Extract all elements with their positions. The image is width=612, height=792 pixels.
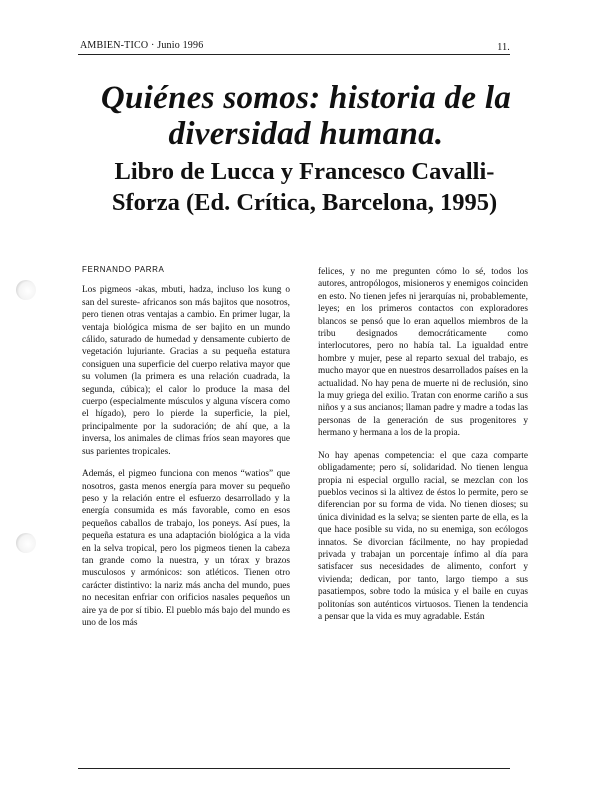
page-number: 11.	[497, 42, 510, 53]
paragraph: Además, el pigmeo funciona con menos “watios” que nosotros, gasta menos energía para mover su pequeño peso y la relación entre el esfuerzo desarrollado y la energía consumida es más favorable, como en esos pequeños caballos de trabajo, los poneys. Así pues, la pequeña estatura es una adaptación biológica a la vida en la selva tropical, pero los pigmeos tienen la cabeza tan grande como la nuestra, y un tórax y brazos musculosos y armónicos: son atléticos. Tienen otro carácter distintivo: la nariz más ancha del mundo, pues no necesitan enfriar con orificios nasales pequeños un aire ya de por sí tibio. El pueblo más bajo del mundo es uno de los más	[82, 469, 290, 628]
paragraph: Los pigmeos -akas, mbuti, hadza, incluso los kung o san del sureste- africanos son más bajitos que nosotros, pero tienen otras ventajas a cambio. En primer lugar, la ventaja biológica misma de ser bajito en un mundo cálido, saturado de humedad y densamente cubierto de vegetación lujuriante. Gracias a su pequeña estatura consiguen una superficie del cuerpo relativa mayor que su volumen (la primera es una relación cuadrada, la segunda, cúbica); el calor lo produce la masa del cuerpo (especialmente músculos y alguna víscera como el hígado), pero lo pierde la superficie, la piel, principalmente por la sudoración; de ahí que, a la inversa, los animales de climas fríos sean mayores que sus parientes tropicales.	[82, 285, 290, 457]
header-rule	[78, 54, 510, 55]
article-subtitle: Libro de Lucca y Francesco Cavalli-Sforza (Ed. Crítica, Barcelona, 1995)	[111, 158, 498, 216]
publication-line: AMBIEN-TICO · Junio 1996	[80, 40, 204, 51]
footer-rule	[78, 768, 510, 769]
author-byline: FERNANDO PARRA	[82, 265, 165, 274]
paragraph: felices, y no me pregunten cómo lo sé, todos los autores, antropólogos, misioneros y enemigos coinciden en esto. No tienen jefes ni jerarquías ni, probablemente, leyes; en los primeros contactos con exploradores blancos se pensó que lo eran aquellos miembros de la tribu designados democráticamente como interlocutores, pero no había tal. La igualdad entre hombre y mujer, pese al reparto sexual del trabajo, es mucho mayor que en nuestros desarrollados países en la actualidad. No hay pena de muerte ni de reclusión, sino la muy griega del exilio. Tratan con enorme cariño a sus niños y a sus ancianos; llaman padre y madre a todas las personas de la generación de sus progenitores y hermano y hermana a los de la propia.	[318, 267, 528, 439]
binder-hole	[16, 533, 36, 553]
right-column	[318, 266, 528, 633]
left-column	[82, 264, 290, 639]
article-title: Quiénes somos: historia de la diversidad humana.	[100, 80, 512, 152]
paragraph: No hay apenas competencia: el que caza comparte obligadamente; pero sí, solidaridad. No tienen lengua propia ni especial orgullo racial, se mezclan con los pueblos vecinos si la altivez de éstos lo permite, pero se diferencian por su forma de vida. No tienen dioses; su única divinidad es la selva; se sienten parte de ella, es la que hace posible su vida, no su enemiga, son ecólogos innatos. Se divorcian fácilmente, no hay propiedad privada y trabajan un porcentaje ínfimo al día para satisfacer sus necesidades de alimento, confort y vivienda; dedican, por tanto, largo tiempo a sus pasatiempos, sobre todo la música y el baile en cuyas politonías son auténticos virtuosos. Tienen la tendencia a pensar que la vida es muy agradable. Están	[318, 450, 528, 622]
binder-hole	[16, 280, 36, 300]
